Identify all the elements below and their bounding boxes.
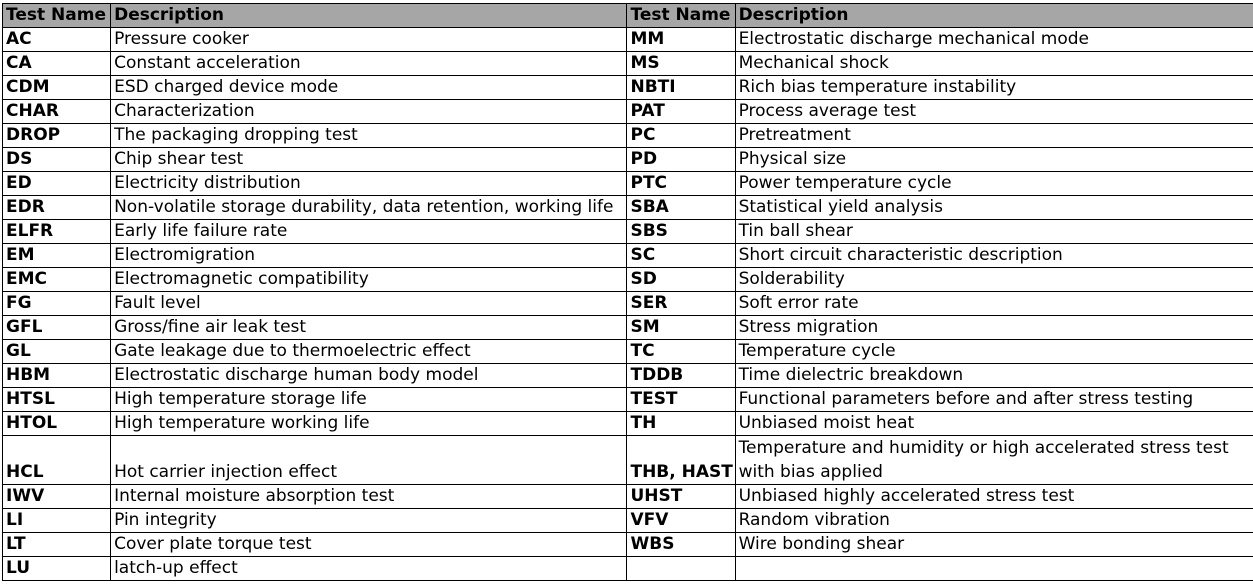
test-name-cell: CDM — [3, 76, 111, 100]
table-row — [3, 172, 1253, 196]
test-name-cell: PC — [627, 124, 735, 148]
table-row — [3, 509, 1253, 533]
test-name-cell: THB, HAST — [627, 436, 735, 485]
table-row — [3, 244, 1253, 268]
test-glossary-table — [2, 3, 1253, 581]
test-name-cell: HCL — [3, 436, 111, 485]
description-cell: Functional parameters before and after stress testing — [735, 388, 1253, 412]
table-row — [3, 196, 1253, 220]
description-cell: Constant acceleration — [111, 52, 627, 76]
description-cell: Time dielectric breakdown — [735, 364, 1253, 388]
description-cell: The packaging dropping test — [111, 124, 627, 148]
table-row — [3, 364, 1253, 388]
description-cell: ESD charged device mode — [111, 76, 627, 100]
table-row — [3, 268, 1253, 292]
description-cell: Solderability — [735, 268, 1253, 292]
description-cell: Temperature cycle — [735, 340, 1253, 364]
description-cell: Non-volatile storage durability, data retention, working life — [111, 196, 627, 220]
description-cell: Fault level — [111, 292, 627, 316]
test-name-cell: PTC — [627, 172, 735, 196]
description-cell: Pin integrity — [111, 509, 627, 533]
table-body — [3, 28, 1253, 581]
description-cell: Temperature and humidity or high accelerated stress test with bias applied — [735, 436, 1253, 485]
table-header — [3, 4, 1253, 28]
table-row — [3, 316, 1253, 340]
test-name-cell: LU — [3, 557, 111, 581]
table-row — [3, 76, 1253, 100]
test-name-cell: SBA — [627, 196, 735, 220]
test-name-cell: PD — [627, 148, 735, 172]
test-name-cell: CA — [3, 52, 111, 76]
description-cell: Soft error rate — [735, 292, 1253, 316]
test-name-cell: LT — [3, 533, 111, 557]
description-cell: Random vibration — [735, 509, 1253, 533]
description-cell: Electromigration — [111, 244, 627, 268]
test-name-cell: HBM — [3, 364, 111, 388]
test-name-cell: SBS — [627, 220, 735, 244]
description-cell: Gross/fine air leak test — [111, 316, 627, 340]
test-name-cell: TEST — [627, 388, 735, 412]
description-cell: Characterization — [111, 100, 627, 124]
description-cell: High temperature storage life — [111, 388, 627, 412]
test-name-cell: EDR — [3, 196, 111, 220]
header-description-right: Description — [735, 4, 1253, 28]
test-name-cell: SC — [627, 244, 735, 268]
table-row — [3, 148, 1253, 172]
description-cell: Pretreatment — [735, 124, 1253, 148]
description-cell — [735, 557, 1253, 581]
table-row — [3, 557, 1253, 581]
description-cell: Hot carrier injection effect — [111, 436, 627, 485]
test-name-cell: GL — [3, 340, 111, 364]
description-cell: Unbiased highly accelerated stress test — [735, 485, 1253, 509]
table-row — [3, 436, 1253, 485]
test-name-cell: MM — [627, 28, 735, 52]
description-cell: Chip shear test — [111, 148, 627, 172]
description-cell: Short circuit characteristic description — [735, 244, 1253, 268]
table-row — [3, 412, 1253, 436]
test-name-cell: VFV — [627, 509, 735, 533]
test-name-cell: HTOL — [3, 412, 111, 436]
test-name-cell: SD — [627, 268, 735, 292]
description-cell: Process average test — [735, 100, 1253, 124]
description-cell: Mechanical shock — [735, 52, 1253, 76]
description-cell: Early life failure rate — [111, 220, 627, 244]
description-cell: Pressure cooker — [111, 28, 627, 52]
description-cell: Electrostatic discharge human body model — [111, 364, 627, 388]
table-row — [3, 28, 1253, 52]
description-cell: Tin ball shear — [735, 220, 1253, 244]
test-name-cell: EMC — [3, 268, 111, 292]
test-name-cell: TH — [627, 412, 735, 436]
table-row — [3, 485, 1253, 509]
test-name-cell: CHAR — [3, 100, 111, 124]
description-cell: Stress migration — [735, 316, 1253, 340]
description-cell: Power temperature cycle — [735, 172, 1253, 196]
test-name-cell: WBS — [627, 533, 735, 557]
table-row — [3, 340, 1253, 364]
table-row — [3, 124, 1253, 148]
test-name-cell: EM — [3, 244, 111, 268]
description-cell: Physical size — [735, 148, 1253, 172]
test-name-cell: GFL — [3, 316, 111, 340]
test-name-cell: SER — [627, 292, 735, 316]
header-row — [3, 4, 1253, 28]
test-name-cell: HTSL — [3, 388, 111, 412]
test-name-cell: IWV — [3, 485, 111, 509]
description-cell: Rich bias temperature instability — [735, 76, 1253, 100]
test-name-cell: AC — [3, 28, 111, 52]
test-name-cell: DS — [3, 148, 111, 172]
description-cell: Electromagnetic compatibility — [111, 268, 627, 292]
test-name-cell — [627, 557, 735, 581]
description-cell: Gate leakage due to thermoelectric effect — [111, 340, 627, 364]
header-test-name-right: Test Name — [627, 4, 735, 28]
test-name-cell: UHST — [627, 485, 735, 509]
header-description-left: Description — [111, 4, 627, 28]
description-cell: Electrostatic discharge mechanical mode — [735, 28, 1253, 52]
test-name-cell: MS — [627, 52, 735, 76]
test-name-cell: NBTI — [627, 76, 735, 100]
description-cell: Electricity distribution — [111, 172, 627, 196]
test-name-cell: ED — [3, 172, 111, 196]
description-cell: High temperature working life — [111, 412, 627, 436]
table-row — [3, 388, 1253, 412]
test-name-cell: DROP — [3, 124, 111, 148]
description-cell: Statistical yield analysis — [735, 196, 1253, 220]
table-row — [3, 292, 1253, 316]
test-name-cell: TC — [627, 340, 735, 364]
table-row — [3, 100, 1253, 124]
test-name-cell: PAT — [627, 100, 735, 124]
header-test-name-left: Test Name — [3, 4, 111, 28]
description-cell: Cover plate torque test — [111, 533, 627, 557]
test-name-cell: SM — [627, 316, 735, 340]
test-name-cell: LI — [3, 509, 111, 533]
test-name-cell: TDDB — [627, 364, 735, 388]
test-name-cell: FG — [3, 292, 111, 316]
table-row — [3, 533, 1253, 557]
description-cell: latch-up effect — [111, 557, 627, 581]
description-cell: Wire bonding shear — [735, 533, 1253, 557]
description-cell: Internal moisture absorption test — [111, 485, 627, 509]
test-name-cell: ELFR — [3, 220, 111, 244]
description-cell: Unbiased moist heat — [735, 412, 1253, 436]
table-row — [3, 220, 1253, 244]
table-row — [3, 52, 1253, 76]
